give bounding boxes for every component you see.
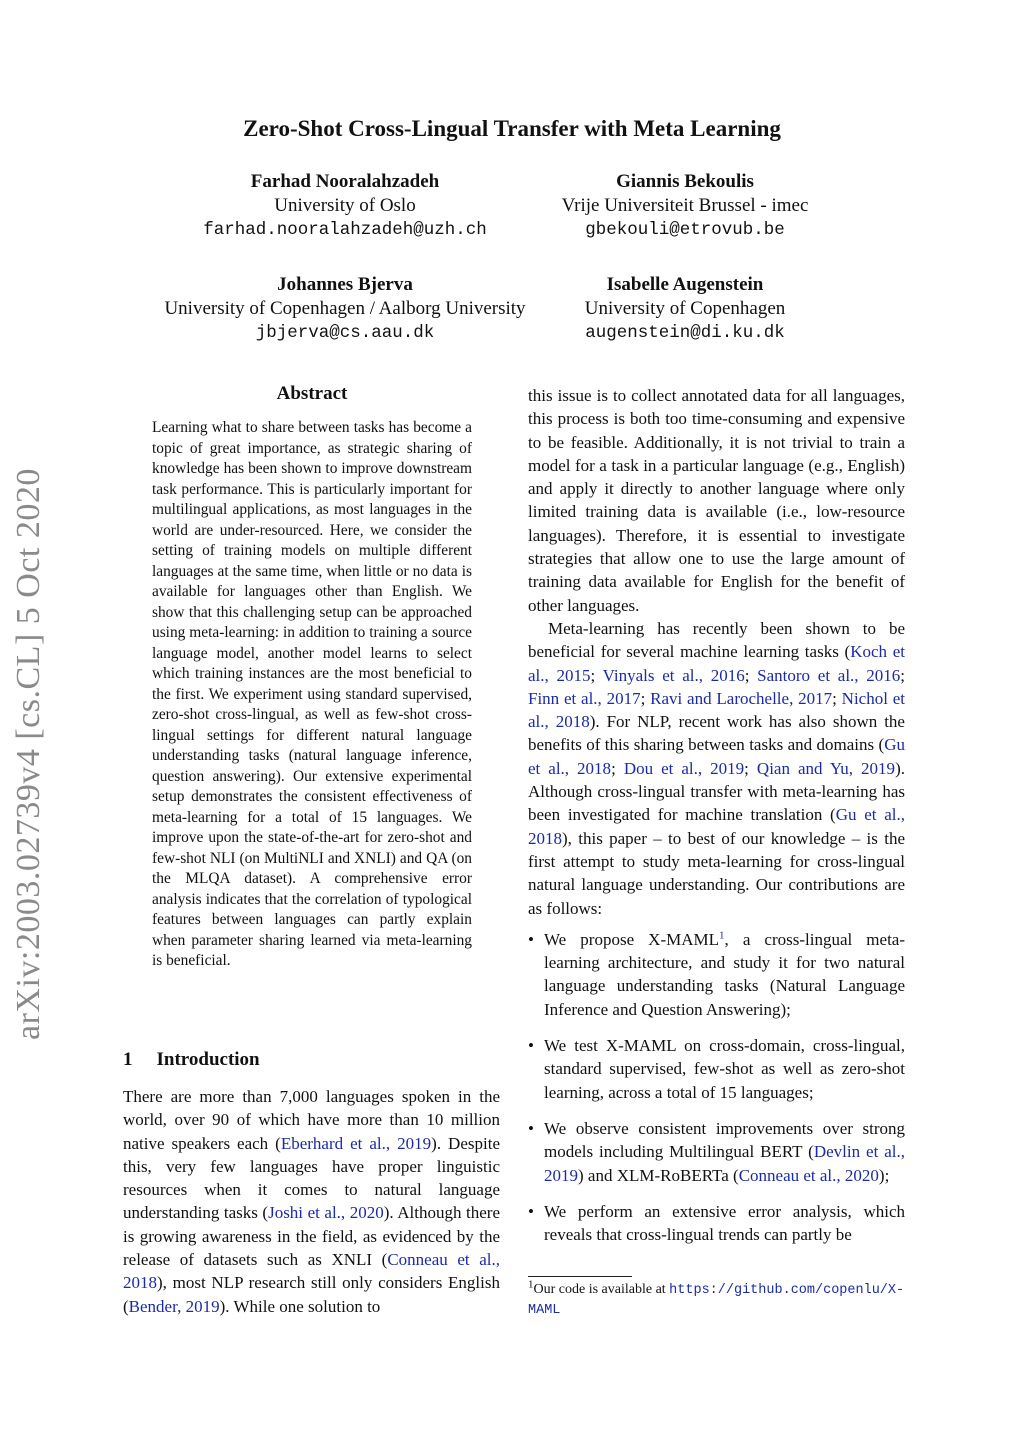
text-run: ); (878, 1165, 890, 1185)
author-affiliation: University of Copenhagen / Aalborg University (164, 298, 526, 319)
list-item (528, 1117, 905, 1187)
text-run: ; (590, 665, 603, 685)
citation-link[interactable]: Koch et al., 2015 (528, 642, 905, 685)
text-run: ), this paper – to best of our knowledge – is the first attempt to study meta-learning for cross-lingual natural language understanding. Our contributions are as follows: (528, 828, 905, 918)
author-email[interactable]: augenstein@di.ku.dk (585, 323, 785, 343)
right-column (528, 384, 905, 1259)
author-name: Isabelle Augenstein (606, 274, 764, 295)
citation-link[interactable]: Qian and Yu, 2019 (756, 758, 896, 778)
citation-link[interactable]: Ravi and Larochelle, 2017 (650, 688, 833, 708)
text-run: ; (744, 758, 757, 778)
text-run: ). While one solution to (219, 1296, 381, 1316)
author-affiliation: Vrije Universiteit Brussel - imec (561, 195, 809, 216)
text-run: There are more than 7,000 languages spoken in the world, over 90 of which have more than 10 million native speakers each ( (123, 1087, 500, 1153)
intro-paragraph (123, 1085, 500, 1318)
citation-link[interactable]: Gu et al., 2018 (528, 735, 905, 778)
citation-link[interactable]: Bender, 2019 (128, 1296, 220, 1316)
text-run: ; (900, 665, 905, 685)
text-run: ; (832, 688, 842, 708)
citation-link[interactable]: Eberhard et al., 2019 (280, 1133, 432, 1153)
text-run: ). Although there is growing awareness in the field, as evidenced by the release of datasets such as XNLI ( (123, 1203, 500, 1270)
text-run: ). Although cross-lingual transfer with meta-learning has been investigated for machine translation ( (528, 758, 905, 825)
footnote-divider (528, 1276, 632, 1277)
text-run: ). Despite this, very few languages have proper linguistic resources when it comes to natural language understanding tasks ( (123, 1133, 500, 1223)
author-block (540, 273, 830, 345)
paragraph: this issue is to collect annotated data for all languages, this process is both too time-consuming and expensive to be feasible. Additionally, it is not trivial to train a model for a task in a particular language (e.g., English) and apply it directly to another language where only limited training data is available (i.e., low-resource languages). Therefore, it is essential to investigate strategies that allow one to use the large amount of training data available for English for the benefit of other languages. (528, 386, 905, 615)
section-heading (123, 1049, 260, 1071)
abstract-heading: Abstract (276, 383, 348, 404)
text-run: , a cross-lingual meta-learning architecture, and study it for two natural language understanding tasks (Natural Language Inference and Question Answering); (544, 929, 906, 1019)
author-name: Farhad Nooralahzadeh (250, 171, 440, 192)
citation-link[interactable]: Conneau et al., 2018 (123, 1250, 500, 1293)
text-run: ; (611, 758, 624, 778)
list-item (528, 928, 905, 1021)
author-block (540, 170, 830, 242)
author-email[interactable]: jbjerva@cs.aau.dk (255, 323, 435, 343)
citation-link[interactable]: Finn et al., 2017 (528, 688, 641, 708)
author-affiliation: University of Oslo (274, 195, 416, 216)
text-run: ; (640, 688, 651, 708)
paper-title: Zero-Shot Cross-Lingual Transfer with Meta Learning (243, 116, 781, 141)
citation-link[interactable]: Dou et al., 2019 (623, 758, 745, 778)
paragraph (528, 617, 905, 920)
text-run: ). For NLP, recent work has also shown the benefits of this sharing between tasks and domains ( (528, 712, 905, 755)
citation-link[interactable]: Joshi et al., 2020 (268, 1203, 384, 1223)
section-number: 1 (123, 1049, 133, 1070)
citation-link[interactable]: Santoro et al., 2016 (757, 665, 901, 685)
author-affiliation: University of Copenhagen (584, 298, 786, 319)
author-email[interactable]: gbekouli@etrovub.be (585, 220, 785, 240)
text-run: We observe consistent improvements over strong models including Multilingual BERT ( (544, 1118, 905, 1162)
author-name: Johannes Bjerva (277, 274, 413, 295)
arxiv-identifier: arXiv:2003.02739v4 [cs.CL] 5 Oct 2020 (10, 468, 47, 1040)
contributions-list (528, 928, 905, 1247)
text-run: ) and XLM-RoBERTa ( (578, 1165, 739, 1185)
section-title: Introduction (156, 1049, 260, 1070)
footnote-mark: 1 (528, 1278, 534, 1291)
list-item (528, 1034, 905, 1104)
text-run: ), most NLP research still only considers English ( (123, 1273, 500, 1316)
author-email[interactable]: farhad.nooralahzadeh@uzh.ch (203, 220, 487, 240)
text-run: We propose X-MAML (544, 929, 720, 949)
footnote (528, 1280, 908, 1320)
text-run: We test X-MAML on cross-domain, cross-lingual, standard supervised, few-shot as well as zero-shot learning, across a total of 15 languages; (544, 1036, 905, 1102)
citation-link[interactable]: Devlin et al., 2019 (544, 1142, 905, 1185)
citation-link[interactable]: Conneau et al., 2020 (738, 1165, 879, 1185)
text-run: ; (744, 665, 758, 685)
text-run: Meta-learning has recently been shown to be beneficial for several machine learning tasks ( (528, 618, 905, 662)
citation-link[interactable]: Vinyals et al., 2016 (602, 665, 745, 685)
abstract-text: Learning what to share between tasks has become a topic of great importance, as strategic sharing of knowledge has been shown to improve downstream task performance. This is particularly important for multilingual applications, as most languages in the world are under-resourced. Here, we consider the setting of training models on multiple different languages at the same time, when little or no data is available for languages other than English. We show that this challenging setup can be approached using meta-learning: in addition to training a source language model, another model learns to select which training instances are the most beneficial to the first. We experiment using standard supervised, zero-shot cross-lingual, as well as few-shot cross-lingual settings for different natural language understanding tasks (natural language inference, question answering). Our extensive experimental setup demonstrates the consistent effectiveness of meta-learning for a total of 15 languages. We improve upon the state-of-the-art for zero-shot and few-shot NLI (on MultiNLI and XNLI) and QA (on the MLQA dataset). A comprehensive error analysis indicates that the correlation of typological features between languages can partly explain when parameter sharing learned via meta-learning is beneficial. (152, 419, 472, 969)
text-run: We perform an extensive error analysis, which reveals that cross-lingual trends can partly be (544, 1201, 905, 1245)
author-block (140, 273, 550, 345)
citation-link[interactable]: Nichol et al., 2018 (528, 688, 906, 732)
list-item (528, 1200, 905, 1247)
author-name: Giannis Bekoulis (616, 171, 754, 192)
citation-link[interactable]: Gu et al., 2018 (528, 805, 905, 848)
footnote-text: Our code is available at (533, 1282, 670, 1297)
author-block (140, 170, 550, 242)
footnote-marker[interactable]: 1 (719, 929, 725, 942)
footnote-url-link[interactable]: https://github.com/copenlu/X-MAML (528, 1283, 905, 1318)
